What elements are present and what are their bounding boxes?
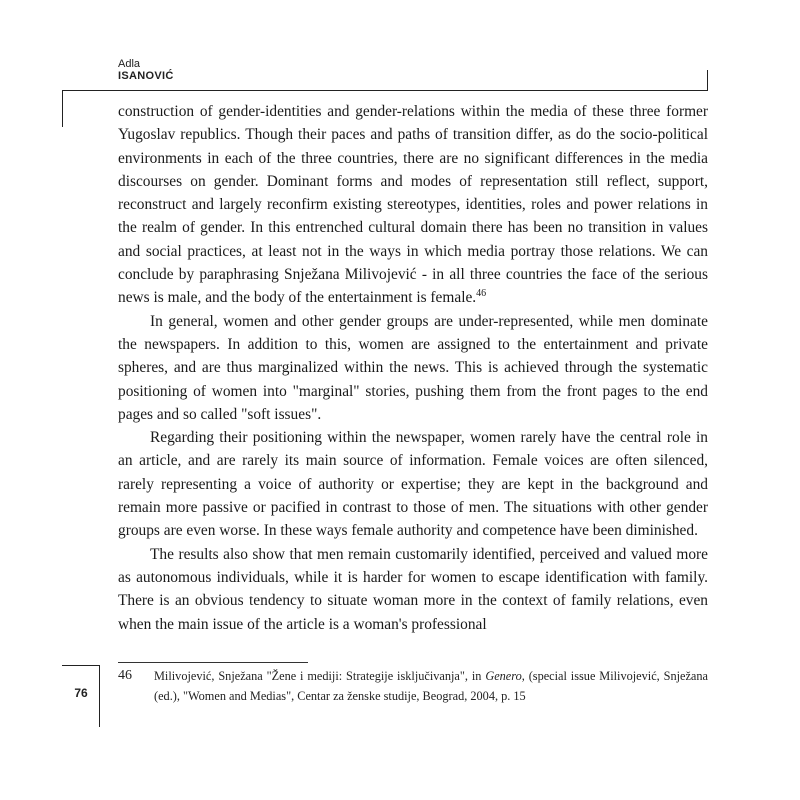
page-number-rule-right xyxy=(99,665,100,727)
paragraph-1-text: construction of gender-identities and gender-relations within the media of these three former Yugoslav republics. Though their paces and paths of transition differ, as do the socio-political environments in each of the three countries, there are no significant differences in the media discourses on gender. Dominant forms and modes of representation still reflect, support, reconstruct and largely reconfirm existing stereotypes, identities, roles and power relations in the realm of gender. In this entrenched cultural domain there has been no transition in values and social practices, at least not in the ways in which media portray those relations. We can conclude by paraphrasing Snježana Milivojević - in all three countries the face of the serious news is male, and the body of the entertainment is female. xyxy=(118,103,708,307)
footnote-46 xyxy=(118,666,708,706)
running-header-author xyxy=(118,58,174,82)
paragraph-1 xyxy=(118,100,708,310)
footnote-number: 46 xyxy=(118,668,132,683)
page-number: 76 xyxy=(74,686,88,700)
author-first-name: Adla xyxy=(118,58,141,70)
footnote-rule xyxy=(118,662,308,663)
header-rule xyxy=(62,90,708,91)
footnote-reference-46[interactable]: 46 xyxy=(476,288,487,300)
header-rule-right-tick xyxy=(707,70,708,91)
paragraph-2: In general, women and other gender groups are under-represented, while men dominate the newspapers. In addition to this, women are assigned to the entertainment and private spheres, and are thus marginalized within the news. This is achieved through the systematic positioning of women into "marginal" stories, pushing them from the front pages to the end pages and so called "soft issues". xyxy=(118,312,708,423)
author-last-name: ISANOVIĆ xyxy=(118,70,174,82)
header-rule-left-tick xyxy=(62,90,63,127)
footnote-text-before: Milivojević, Snježana "Žene i mediji: Strategije isključivanja", in xyxy=(154,669,486,683)
paragraph-3: Regarding their positioning within the newspaper, women rarely have the central role in an article, and are rarely its main source of information. Female voices are often silenced, rarely representing a voice of authority or expertise; they are kept in the background and remain more passive or pacified in contrast to those of men. The situations with other gender groups are even worse. In these ways female authority and competence have been diminished. xyxy=(118,429,708,540)
page-number-rule-top xyxy=(62,665,100,666)
footnote-text-after: , (special issue Milivojević, Snježana (ed.), "Women and Medias", Centar za ženske studije, Beograd, 2004, p. 15 xyxy=(154,669,708,703)
paragraph-4: The results also show that men remain customarily identified, perceived and valued more as autonomous individuals, while it is harder for women to escape identification with family. There is an obvious tendency to situate woman more in the context of family relations, even when the main issue of the article is a woman's professional xyxy=(118,545,708,633)
footnote-text xyxy=(154,666,708,706)
article-body xyxy=(118,100,708,636)
footnote-journal-title: Genero xyxy=(485,669,522,683)
